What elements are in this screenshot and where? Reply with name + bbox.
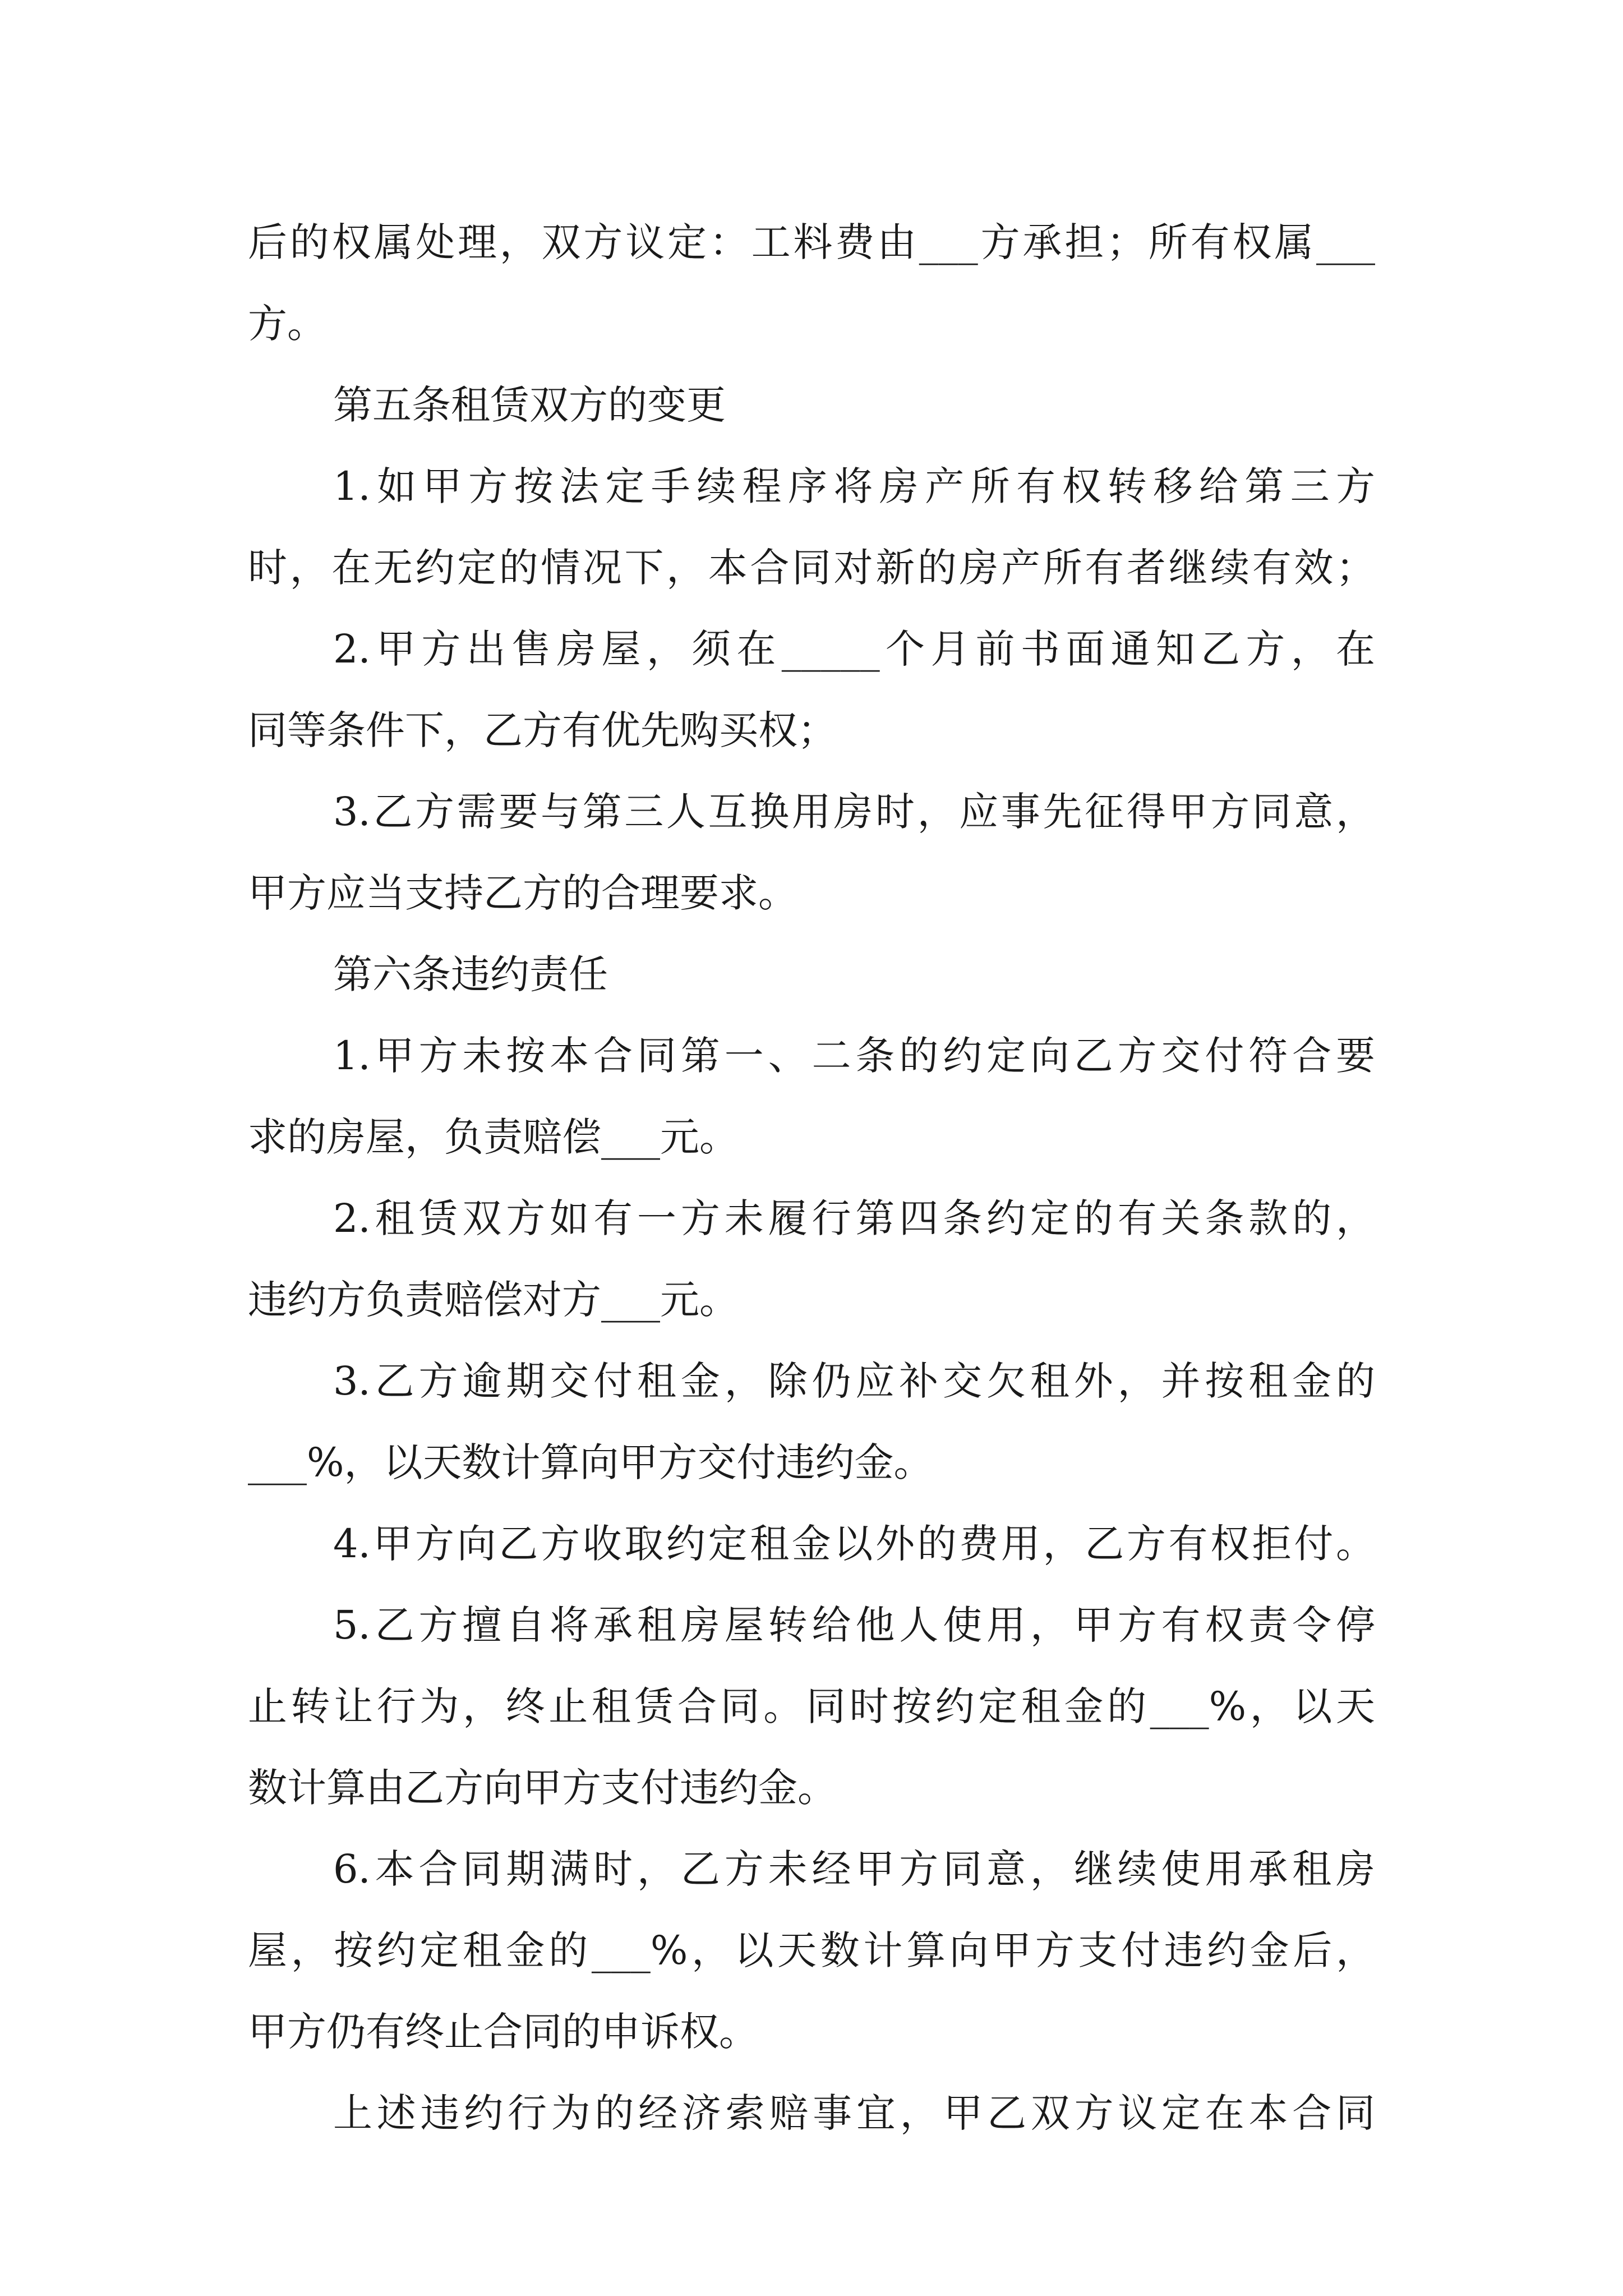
text-line: 1.如甲方按法定手续程序将房产所有权转移给第三方 <box>333 463 1375 509</box>
text-line: 上述违约行为的经济索赔事宜，甲乙双方议定在本合同 <box>333 2090 1375 2136</box>
text-line: 第五条租赁双方的变更 <box>333 382 726 428</box>
document-body <box>248 202 1375 2154</box>
text-line: 方。 <box>248 301 326 347</box>
text-line: 第六条违约责任 <box>333 951 608 997</box>
text-line: 止转让行为，终止租赁合同。同时按约定租金的___%，以天 <box>248 1683 1375 1729</box>
text-line: 求的房屋，负责赔偿___元。 <box>248 1114 739 1160</box>
text-line: 4.甲方向乙方收取约定租金以外的费用，乙方有权拒付。 <box>333 1521 1375 1567</box>
text-line: 2.租赁双方如有一方未履行第四条约定的有关条款的， <box>333 1195 1375 1241</box>
text-line: 3.乙方需要与第三人互换用房时，应事先征得甲方同意， <box>333 789 1375 835</box>
text-line: 违约方负责赔偿对方___元。 <box>248 1277 739 1323</box>
text-line: 同等条件下，乙方有优先购买权； <box>248 707 837 753</box>
text-line: 甲方仍有终止合同的申诉权。 <box>248 2009 758 2055</box>
text-line: 甲方应当支持乙方的合理要求。 <box>248 870 797 916</box>
text-line: 3.乙方逾期交付租金，除仍应补交欠租外，并按租金的 <box>333 1358 1375 1404</box>
text-line: 后的权属处理，双方议定：工料费由___方承担；所有权属___ <box>248 219 1375 265</box>
text-line: 2.甲方出售房屋，须在_____个月前书面通知乙方，在 <box>333 626 1375 672</box>
text-line: 1.甲方未按本合同第一、二条的约定向乙方交付符合要 <box>333 1033 1375 1079</box>
text-line: 数计算由乙方向甲方支付违约金。 <box>248 1765 837 1811</box>
text-line: 6.本合同期满时，乙方未经甲方同意，继续使用承租房 <box>333 1846 1375 1892</box>
text-line: 屋，按约定租金的___%，以天数计算向甲方支付违约金后， <box>248 1927 1375 1973</box>
text-line: ___%，以天数计算向甲方交付违约金。 <box>248 1439 933 1485</box>
text-line: 时，在无约定的情况下，本合同对新的房产所有者继续有效； <box>248 545 1375 591</box>
text-line: 5.乙方擅自将承租房屋转给他人使用，甲方有权责令停 <box>333 1602 1375 1648</box>
